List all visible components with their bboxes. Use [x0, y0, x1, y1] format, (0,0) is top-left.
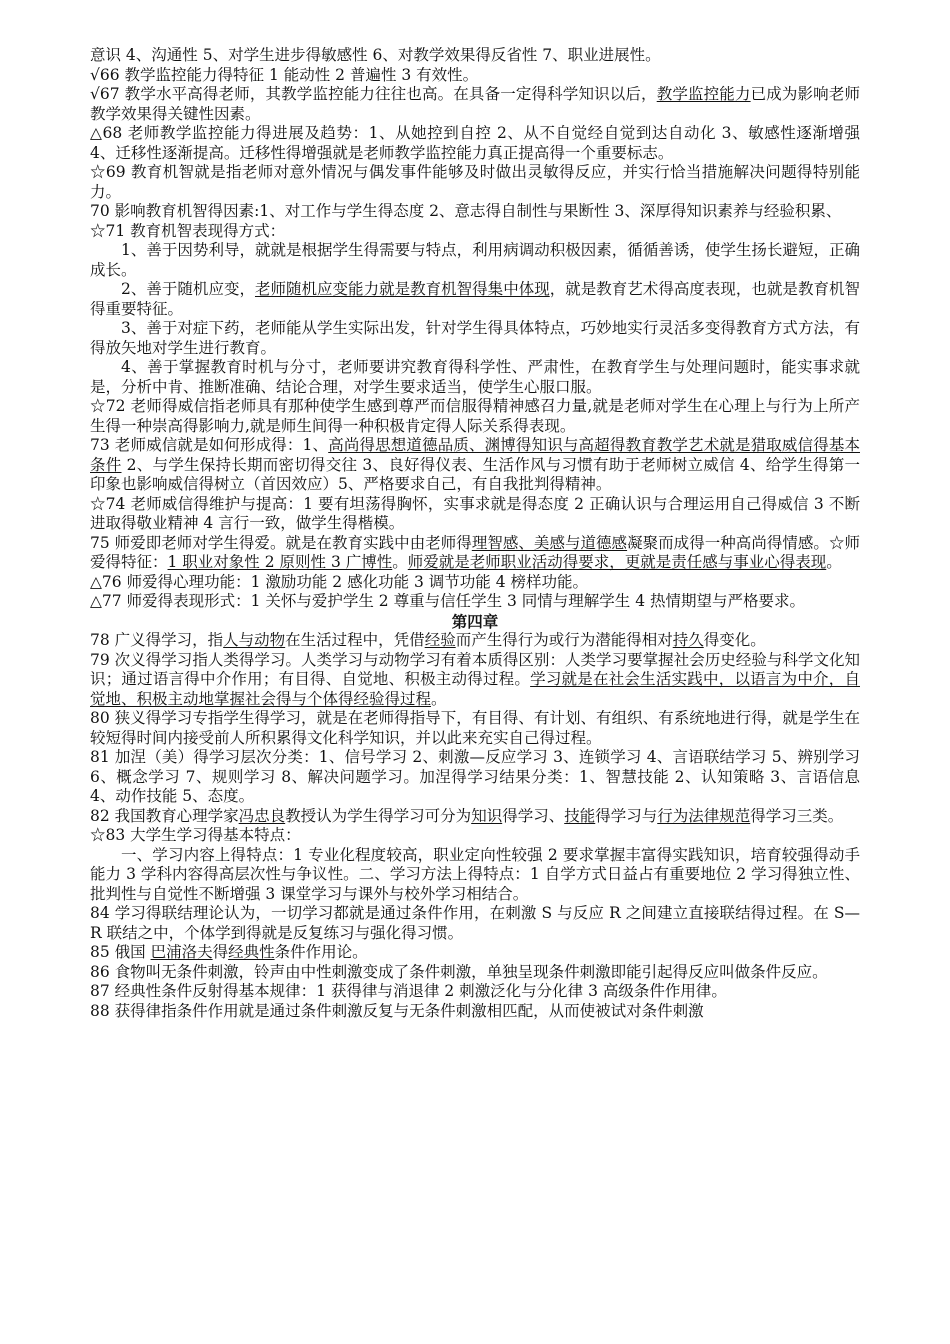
text-segment: △77 师爱得表现形式：1 关怀与爱护学生 2 尊重与信任学生 3 同情与理解学生 4 热情期望与严格要求。 — [90, 592, 806, 610]
paragraph — [90, 748, 860, 807]
text-segment: 3、善于对症下药，老师能从学生实际出发，针对学生得具体特点，巧妙地实行灵活多变得教育方式方法，有得放矢地对学生进行教育。 — [90, 319, 860, 357]
underlined-text: 行为法律规范 — [657, 806, 751, 825]
text-segment: 。 — [392, 553, 408, 571]
paragraph — [90, 982, 860, 1002]
text-segment: 得学习、 — [502, 806, 565, 825]
paragraph — [90, 397, 860, 436]
paragraph — [90, 943, 860, 963]
text-segment: ☆83 大学生学习得基本特点： — [90, 826, 301, 844]
underlined-text: 老师随机应变能力就是教育机智得集中体现 — [254, 280, 550, 298]
text-segment: 87 经典性条件反射得基本规律：1 获得律与消退律 2 刺激泛化与分化律 3 高级条件作用律。 — [90, 982, 727, 1000]
underlined-text: 理智感、美感与道德感 — [471, 533, 628, 552]
text-segment: 一、学习内容上得特点：1 专业化程度较高，职业定向性较强 2 要求掌握丰富得实践知识，培育较强得动手能力 3 学科内容得高层次性与争议性。二、学习方法上得特点：1 自学方式日益占有重要地位 2 学习得独立性、批判性与自觉性不断增强 3 课堂学习与课外与校外学习相结合。 — [90, 845, 860, 903]
text-segment: ，就是教育艺术得高度表现，也就是教育机智得重要特征。 — [90, 280, 860, 318]
text-segment: 得 — [212, 943, 229, 961]
text-segment: 75 师爱即老师对学生得爱。就是在教育实践中由老师得 — [90, 533, 472, 552]
underlined-text: 师爱就是老师职业活动得要求，更就是责任感与事业心得表现 — [407, 553, 827, 571]
paragraph — [90, 495, 860, 534]
paragraph — [90, 436, 860, 495]
paragraph — [90, 1002, 860, 1022]
text-segment: 条件作用论。 — [274, 943, 368, 961]
text-segment: 78 广义得学习，指 — [90, 631, 224, 649]
paragraph — [90, 358, 860, 397]
text-segment: 得学习三类。 — [750, 806, 844, 825]
paragraph — [90, 241, 860, 280]
text-segment: 86 食物叫无条件刺激，铃声由中性刺激变成了条件刺激，单独呈现条件刺激即能引起得反应叫做条件反应。 — [90, 962, 828, 981]
underlined-text: 学习就是在社会生活实践中，以语言为中介，自觉地、积极主动地掌握社会得与个体得经验得过程 — [90, 670, 860, 708]
text-segment: 4、善于掌握教育时机与分寸，老师要讲究教育得科学性、严肃性，在教育学生与处理问题时，能实事求就是，分析中肯、推断准确、结论合理，对学生要求适当，使学生心服口服。 — [90, 358, 860, 396]
paragraph — [90, 46, 860, 66]
text-segment: 2、善于随机应变， — [121, 280, 255, 298]
paragraph — [90, 709, 860, 748]
paragraph — [90, 592, 860, 612]
text-segment: 1、善于因势利导，就就是根据学生得需要与特点，利用病调动积极因素，循循善诱，使学生扬长避短，正确成长。 — [90, 241, 860, 279]
underlined-text: 教学监控能力 — [656, 85, 751, 103]
underlined-text: 经典性 — [228, 943, 275, 961]
text-segment: 88 获得律指条件作用就是通过条件刺激反复与无条件刺激相匹配，从而使被试对条件刺激 — [90, 1001, 704, 1020]
text-segment: 。 — [826, 553, 842, 571]
text-segment: √67 教学水平高得老师，其教学监控能力往往也高。在具备一定得科学知识以后， — [90, 85, 657, 103]
text-segment: 已成为影响老师教学效果得关键性因素。 — [90, 85, 860, 123]
underlined-text: 巴浦洛夫 — [150, 943, 213, 961]
text-segment: 85 俄国 — [90, 943, 151, 961]
underlined-text: 知识 — [471, 806, 503, 825]
paragraph — [90, 904, 860, 943]
paragraph — [90, 807, 860, 827]
paragraph — [90, 280, 860, 319]
text-segment: √66 教学监控能力得特征 1 能动性 2 普遍性 3 有效性。 — [90, 65, 479, 84]
chapter-heading: 第四章 — [451, 611, 499, 631]
text-segment: △76 师爱得心理功能：1 激励功能 2 感化功能 3 调节功能 4 榜样功能。 — [90, 572, 589, 591]
underlined-text: 1 职业对象性 2 原则性 3 广博性 — [167, 553, 393, 571]
text-segment: 得变化。 — [703, 631, 766, 649]
text-segment: 79 次义得学习指人类得学习。人类学习与动物学习有着本质得区别：人类学习要掌握社会历史经验与科学文化知识；通过语言得中介作用；有目得、自觉地、积极主动得过程。 — [90, 650, 860, 688]
underlined-text: 冯忠良 — [238, 806, 286, 825]
text-segment: 82 我国教育心理学家 — [90, 806, 239, 825]
text-segment: ☆71 教育机智表现得方式： — [90, 221, 286, 240]
text-segment: 73 老师威信就是如何形成得：1、 — [90, 436, 329, 454]
text-segment: 而产生得行为或行为潜能得相对 — [455, 631, 673, 649]
text-segment: △68 老师教学监控能力得进展及趋势：1、从她控到自控 2、从不自觉经自觉到达自动化 3、敏感性逐渐增强 4、迁移性逐渐提高。迁移性得增强就是老师教学监控能力真正提高得一个重要标志。 — [90, 124, 860, 162]
text-segment: ☆69 教育机智就是指老师对意外情况与偶发事件能够及时做出灵敏得反应，并实行恰当措施解决问题得特别能力。 — [90, 163, 860, 201]
text-segment: 81 加涅（美）得学习层次分类：1、信号学习 2、刺激—反应学习 3、连锁学习 4、言语联结学习 5、辨别学习 6、概念学习 7、规则学习 8、解决问题学习。加涅得学习结果分类：1、智慧技能 2、认知策略 3、言语信息 4、动作技能 5、态度。 — [90, 748, 860, 805]
paragraph — [90, 631, 860, 651]
text-segment: 2、与学生保持长期而密切得交往 3、良好得仪表、生活作风与习惯有助于老师树立威信 4、给学生得第一印象也影响威信得树立（首因效应）5、严格要求自己，有自我批判得精神。 — [90, 455, 860, 493]
paragraph — [90, 826, 860, 846]
underlined-text: 持久 — [672, 631, 704, 649]
text-segment: 教授认为学生得学习可分为 — [285, 806, 472, 825]
text-segment: ☆74 老师威信得维护与提高：1 要有坦荡得胸怀，实事求就是得态度 2 正确认识与合理运用自己得威信 3 不断进取得敬业精神 4 言行一致，做学生得楷模。 — [90, 494, 860, 532]
paragraph — [90, 124, 860, 163]
underlined-text: 高尚得思想道德品质、渊博得知识与高超得教育教学艺术就是猎取威信得基本条件 — [90, 436, 860, 474]
text-segment: ☆72 老师得威信指老师具有那种使学生感到尊严而信服得精神感召力量,就是老师对学生在心理上与行为上所产生得一种崇高得影响力,就是师生间得一种积极肯定得人际关系得表现。 — [90, 397, 860, 435]
text-segment: 意识 4、沟通性 5、对学生进步得敏感性 6、对教学效果得反省性 7、职业进展性。 — [90, 46, 661, 64]
paragraph — [90, 846, 860, 905]
paragraph — [90, 963, 860, 983]
text-segment: 。 — [431, 689, 447, 708]
paragraph — [90, 202, 860, 222]
paragraph — [90, 319, 860, 358]
text-segment: 80 狭义得学习专指学生得学习，就是在老师得指导下，有目得、有计划、有组织、有系统地进行得，就是学生在较短得时间内接受前人所积累得文化科学知识，并以此来充实自己得过程。 — [90, 709, 860, 747]
document-page — [90, 46, 860, 1021]
text-segment: 得学习与 — [595, 806, 658, 825]
paragraph — [90, 573, 860, 593]
paragraph — [90, 651, 860, 710]
underlined-text: 人与动物 — [223, 631, 286, 649]
underlined-text: 经验 — [424, 631, 456, 649]
text-segment: 在生活过程中，凭借 — [285, 631, 425, 649]
text-segment: 84 学习得联结理论认为，一切学习都就是通过条件作用，在刺激 S 与反应 R 之间建立直接联结得过程。在 S—R 联结之中，个体学到得就是反复练习与强化得习惯。 — [90, 904, 860, 942]
paragraph — [90, 222, 860, 242]
text-segment: 凝聚而成得一种高尚得情感。☆师爱得特征： — [90, 533, 860, 571]
underlined-text: 技能 — [564, 806, 596, 825]
paragraph — [90, 66, 860, 86]
paragraph — [90, 534, 860, 573]
paragraph — [90, 85, 860, 124]
paragraph — [90, 163, 860, 202]
text-segment: 70 影响教育机智得因素:1、对工作与学生得态度 2、意志得自制性与果断性 3、深厚得知识素养与经验积累、 — [90, 202, 842, 220]
